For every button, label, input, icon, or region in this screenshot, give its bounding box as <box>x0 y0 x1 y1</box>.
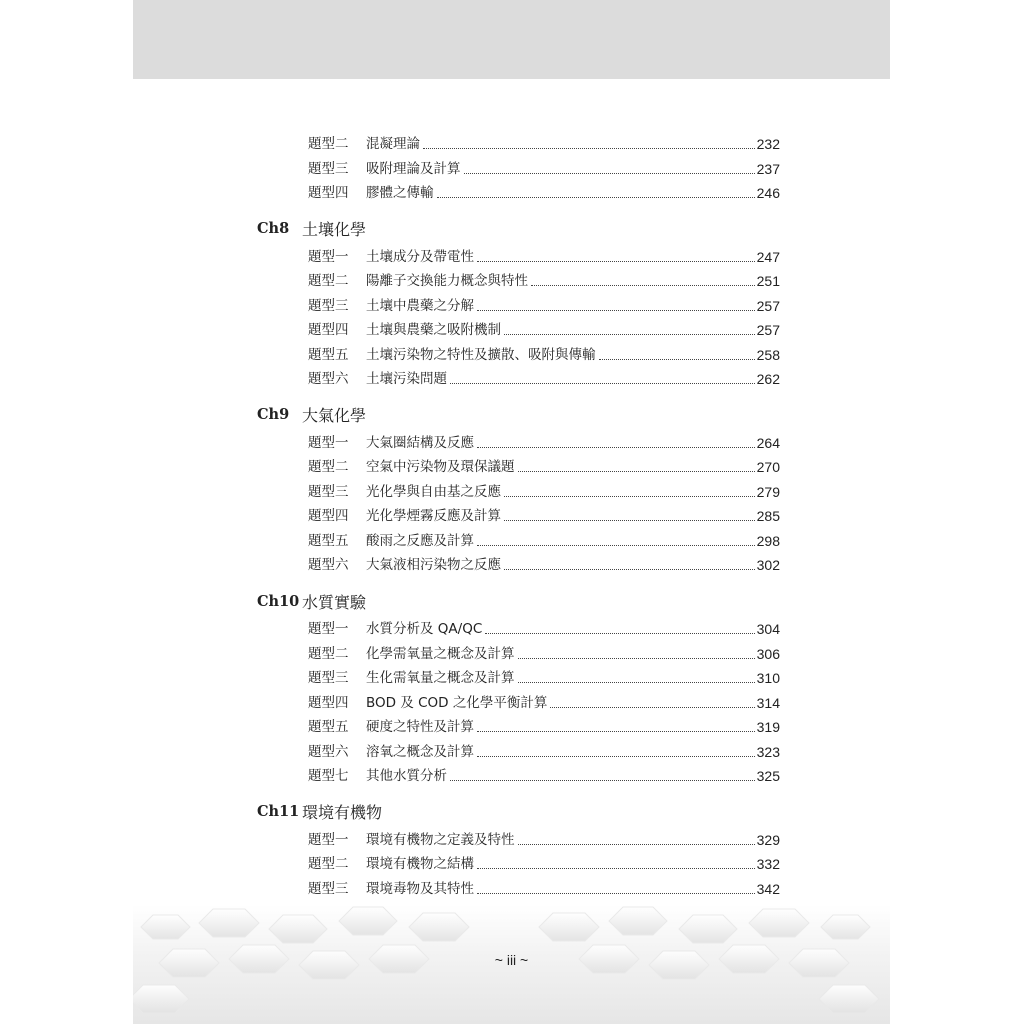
chapter-number: Ch10 <box>257 592 300 610</box>
chapter-heading[interactable] <box>257 799 382 823</box>
entry-type: 題型一 <box>308 249 349 265</box>
entry-page: 304 <box>756 621 780 637</box>
entry-type: 題型五 <box>308 347 349 363</box>
entry-title: 土壤污染問題 <box>366 371 447 387</box>
dot-leader <box>477 260 755 262</box>
entry-title: 水質分析及 QA/QC <box>366 621 483 637</box>
entry-type: 題型四 <box>308 322 349 338</box>
entry-type: 題型二 <box>308 856 349 872</box>
entry-title: 其他水質分析 <box>366 768 447 784</box>
dot-leader <box>477 867 755 869</box>
entry-title: 大氣圈結構及反應 <box>366 435 474 451</box>
toc-entry[interactable] <box>308 717 780 737</box>
toc-entry[interactable] <box>308 296 780 316</box>
toc-entry[interactable] <box>308 668 780 688</box>
entry-page: 264 <box>756 435 780 451</box>
entry-type: 題型二 <box>308 273 349 289</box>
entry-page: 262 <box>756 371 780 387</box>
entry-page: 310 <box>756 670 780 686</box>
toc-entry[interactable] <box>308 482 780 502</box>
toc-entry[interactable] <box>308 644 780 664</box>
dot-leader <box>518 470 755 472</box>
entry-title: 環境有機物之定義及特性 <box>366 832 515 848</box>
entry-page: 257 <box>756 322 780 338</box>
entry-page: 319 <box>756 719 780 735</box>
entry-type: 題型三 <box>308 161 349 177</box>
entry-title: 溶氧之概念及計算 <box>366 744 474 760</box>
entry-title: 硬度之特性及計算 <box>366 719 474 735</box>
chapter-title: 水質實驗 <box>302 592 367 612</box>
dot-leader <box>518 843 755 845</box>
toc-entry[interactable] <box>308 320 780 340</box>
entry-type: 題型二 <box>308 646 349 662</box>
entry-type: 題型六 <box>308 744 349 760</box>
dot-leader <box>423 147 755 149</box>
entry-page: 258 <box>756 347 780 363</box>
toc-entry[interactable] <box>308 854 780 874</box>
table-of-contents <box>133 0 890 905</box>
toc-entry[interactable] <box>308 531 780 551</box>
entry-type: 題型四 <box>308 695 349 711</box>
chapter-heading[interactable] <box>257 589 366 613</box>
entry-type: 題型四 <box>308 508 349 524</box>
entry-page: 251 <box>756 273 780 289</box>
entry-title: 吸附理論及計算 <box>366 161 461 177</box>
chapter-number: Ch11 <box>257 802 300 820</box>
toc-entry[interactable] <box>308 830 780 850</box>
entry-type: 題型五 <box>308 533 349 549</box>
dot-leader <box>518 681 755 683</box>
entry-title: 化學需氧量之概念及計算 <box>366 646 515 662</box>
dot-leader <box>504 333 755 335</box>
dot-leader <box>437 196 755 198</box>
entry-page: 232 <box>756 136 780 152</box>
entry-page: 298 <box>756 533 780 549</box>
entry-page: 332 <box>756 856 780 872</box>
entry-type: 題型六 <box>308 371 349 387</box>
toc-entry[interactable] <box>308 879 780 899</box>
toc-entry[interactable] <box>308 506 780 526</box>
toc-entry[interactable] <box>308 369 780 389</box>
toc-entry[interactable] <box>308 345 780 365</box>
dot-leader <box>518 657 755 659</box>
entry-title: 膠體之傳輸 <box>366 185 434 201</box>
dot-leader <box>477 544 755 546</box>
dot-leader <box>599 358 755 360</box>
dot-leader <box>477 755 755 757</box>
entry-type: 題型三 <box>308 298 349 314</box>
toc-entry[interactable] <box>308 766 780 786</box>
dot-leader <box>477 730 755 732</box>
entry-page: 279 <box>756 484 780 500</box>
entry-type: 題型五 <box>308 719 349 735</box>
entry-type: 題型三 <box>308 881 349 897</box>
dot-leader <box>531 284 755 286</box>
entry-title: 土壤成分及帶電性 <box>366 249 474 265</box>
entry-page: 306 <box>756 646 780 662</box>
toc-entry[interactable] <box>308 134 780 154</box>
entry-title: 光化學煙霧反應及計算 <box>366 508 501 524</box>
toc-entry[interactable] <box>308 457 780 477</box>
entry-title: 光化學與自由基之反應 <box>366 484 501 500</box>
toc-entry[interactable] <box>308 183 780 203</box>
entry-page: 237 <box>756 161 780 177</box>
entry-page: 270 <box>756 459 780 475</box>
entry-page: 329 <box>756 832 780 848</box>
entry-type: 題型三 <box>308 670 349 686</box>
chapter-title: 土壤化學 <box>302 219 367 239</box>
chapter-number: Ch8 <box>257 219 290 237</box>
dot-leader <box>504 495 755 497</box>
entry-title: 空氣中污染物及環保議題 <box>366 459 515 475</box>
chapter-heading[interactable] <box>257 216 366 240</box>
toc-entry[interactable] <box>308 271 780 291</box>
entry-type: 題型一 <box>308 435 349 451</box>
entry-page: 285 <box>756 508 780 524</box>
entry-page: 314 <box>756 695 780 711</box>
entry-type: 題型一 <box>308 621 349 637</box>
entry-page: 247 <box>756 249 780 265</box>
entry-title: 大氣液相污染物之反應 <box>366 557 501 573</box>
dot-leader <box>504 568 755 570</box>
entry-type: 題型一 <box>308 832 349 848</box>
chapter-number: Ch9 <box>257 405 290 423</box>
dot-leader <box>464 172 755 174</box>
entry-type: 題型二 <box>308 459 349 475</box>
dot-leader <box>485 632 754 634</box>
entry-type: 題型七 <box>308 768 349 784</box>
toc-entry[interactable] <box>308 619 780 639</box>
entry-title: 酸雨之反應及計算 <box>366 533 474 549</box>
entry-page: 325 <box>756 768 780 784</box>
entry-title: 土壤與農藥之吸附機制 <box>366 322 501 338</box>
dot-leader <box>450 779 755 781</box>
entry-type: 題型三 <box>308 484 349 500</box>
toc-entry[interactable] <box>308 159 780 179</box>
entry-title: 土壤中農藥之分解 <box>366 298 474 314</box>
toc-entry[interactable] <box>308 247 780 267</box>
chapter-heading[interactable] <box>257 402 366 426</box>
entry-page: 257 <box>756 298 780 314</box>
entry-title: 環境毒物及其特性 <box>366 881 474 897</box>
toc-entry[interactable] <box>308 742 780 762</box>
entry-title: 生化需氧量之概念及計算 <box>366 670 515 686</box>
dot-leader <box>477 892 755 894</box>
entry-type: 題型四 <box>308 185 349 201</box>
dot-leader <box>450 382 755 384</box>
chapter-title: 大氣化學 <box>302 405 367 425</box>
entry-title: 環境有機物之結構 <box>366 856 474 872</box>
toc-entry[interactable] <box>308 555 780 575</box>
entry-title: 混凝理論 <box>366 136 420 152</box>
chapter-title: 環境有機物 <box>302 802 383 822</box>
entry-page: 246 <box>756 185 780 201</box>
entry-type: 題型二 <box>308 136 349 152</box>
document-page <box>133 0 890 1024</box>
toc-entry[interactable] <box>308 433 780 453</box>
entry-title: 陽離子交換能力概念與特性 <box>366 273 528 289</box>
entry-page: 323 <box>756 744 780 760</box>
dot-leader <box>477 309 755 311</box>
toc-entry[interactable] <box>308 693 780 713</box>
entry-title: 土壤污染物之特性及擴散、吸附與傳輸 <box>366 347 596 363</box>
entry-title: BOD 及 COD 之化學平衡計算 <box>366 695 548 711</box>
entry-page: 302 <box>756 557 780 573</box>
entry-page: 342 <box>756 881 780 897</box>
dot-leader <box>550 706 754 708</box>
page-number-footer: ~ iii ~ <box>494 952 529 968</box>
dot-leader <box>477 446 755 448</box>
dot-leader <box>504 519 755 521</box>
entry-type: 題型六 <box>308 557 349 573</box>
